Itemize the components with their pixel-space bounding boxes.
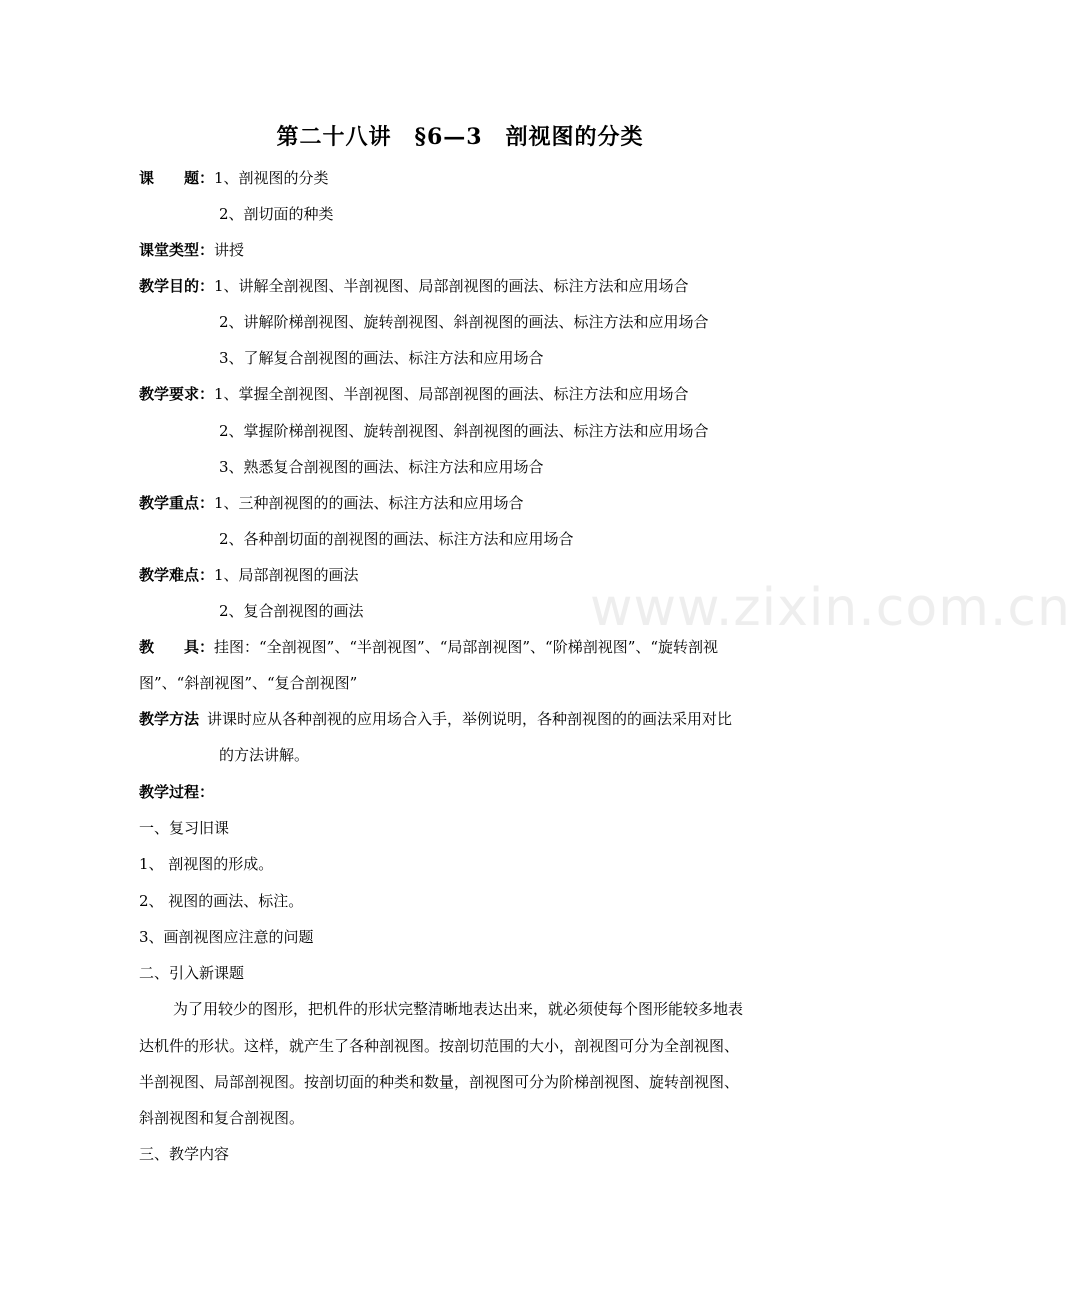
method-label: 教学方法 [139, 710, 200, 728]
goal-item: 2、讲解阶梯剖视图、旋转剖视图、斜剖视图的画法、标注方法和应用场合 [219, 313, 709, 331]
tools-text: 挂图：“全剖视图”、“半剖视图”、“局部剖视图”、“阶梯剖视图”、“旋转剖视 [214, 638, 719, 656]
intro-heading: 二、引入新课题 [139, 964, 245, 982]
req-item: 3、熟悉复合剖视图的画法、标注方法和应用场合 [219, 458, 544, 476]
method-row [139, 709, 732, 729]
intro-paragraph-line: 为了用较少的图形，把机件的形状完整清晰地表达出来，就必须使每个图形能较多地表 [173, 1000, 744, 1018]
intro-paragraph-line: 达机件的形状。这样，就产生了各种剖视图。按剖切范围的大小，剖视图可分为全剖视图、 [139, 1037, 740, 1055]
req-label: 教学要求： [139, 385, 215, 403]
topic-row [139, 168, 329, 188]
intro-paragraph-line: 半剖视图、局部剖视图。按剖切面的种类和数量，剖视图可分为阶梯剖视图、旋转剖视图、 [139, 1073, 740, 1091]
key-row [139, 493, 524, 513]
method-text: 讲课时应从各种剖视的应用场合入手，举例说明，各种剖视图的的画法采用对比 [207, 710, 733, 728]
type-value: 讲授 [214, 241, 245, 259]
diff-row [139, 565, 359, 585]
diff-item: 1、局部剖视图的画法 [214, 566, 359, 584]
page-title: 第二十八讲 §6—3 剖视图的分类 [276, 124, 644, 150]
goal-item: 3、了解复合剖视图的画法、标注方法和应用场合 [219, 349, 544, 367]
tools-row [139, 637, 718, 657]
goal-item: 1、讲解全剖视图、半剖视图、局部剖视图的画法、标注方法和应用场合 [214, 277, 689, 295]
tools-label: 教 具： [139, 638, 215, 656]
review-heading: 一、复习旧课 [139, 819, 230, 837]
watermark: www.zixin.com.cn [590, 578, 1071, 638]
goal-label: 教学目的： [139, 277, 215, 295]
diff-label: 教学难点： [139, 566, 215, 584]
review-item: 2、 视图的画法、标注。 [139, 892, 304, 910]
intro-paragraph-line: 斜剖视图和复合剖视图。 [139, 1109, 305, 1127]
tools-text: 图”、“斜剖视图”、“复合剖视图” [139, 674, 358, 692]
key-label: 教学重点： [139, 494, 215, 512]
diff-item: 2、复合剖视图的画法 [219, 602, 364, 620]
topic-item: 1、剖视图的分类 [214, 169, 329, 187]
review-item: 3、画剖视图应注意的问题 [139, 928, 314, 946]
req-item: 2、掌握阶梯剖视图、旋转剖视图、斜剖视图的画法、标注方法和应用场合 [219, 422, 709, 440]
req-item: 1、掌握全剖视图、半剖视图、局部剖视图的画法、标注方法和应用场合 [214, 385, 689, 403]
review-item: 1、 剖视图的形成。 [139, 855, 274, 873]
req-row [139, 384, 689, 404]
type-row [139, 240, 244, 260]
goal-row [139, 276, 689, 296]
key-item: 1、三种剖视图的的画法、标注方法和应用场合 [214, 494, 524, 512]
type-label: 课堂类型： [139, 241, 215, 259]
topic-label: 课 题： [139, 169, 215, 187]
method-text: 的方法讲解。 [219, 746, 310, 764]
key-item: 2、各种剖切面的剖视图的画法、标注方法和应用场合 [219, 530, 574, 548]
topic-item: 2、剖切面的种类 [219, 205, 334, 223]
process-label: 教学过程： [139, 783, 215, 801]
content-heading: 三、教学内容 [139, 1145, 230, 1163]
